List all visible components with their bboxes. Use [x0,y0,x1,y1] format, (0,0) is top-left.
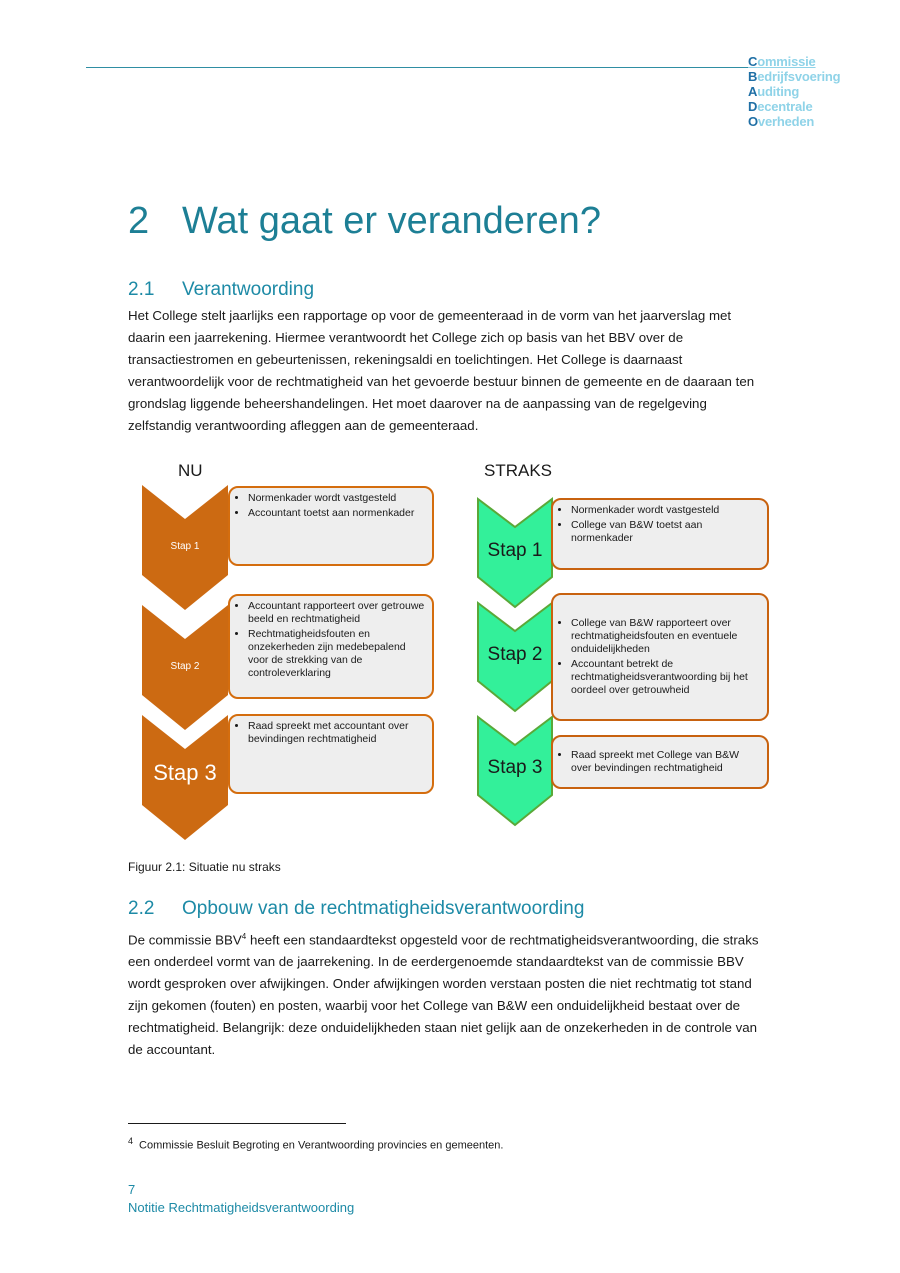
chapter-number: 2 [128,200,150,242]
list-item: • Accountant toetst aan normenkader [248,507,426,520]
nu-step-2-box [228,594,434,699]
cbado-logo [748,54,840,129]
nu-step-1-box [228,486,434,566]
section-2-1-paragraph: Het College stelt jaarlijks een rapportage op voor de gemeenteraad in de vorm van het jaarverslag met daarin een jaarrekening. Hiermee verantwoordt het College zich op basis van het BBV over de transactiestromen en gebeurtenissen, rekeningsaldi en toelichtingen. Het College is daarnaast verantwoordelijk voor de rechtmatigheid van het gevoerde bestuur binnen de gemeente en de daaraan ten grondslag liggende beheershandelingen. Het moet daarover na de aanpassing van de regelgeving zelfstandig verantwoording afleggen aan de gemeenteraad. [128,308,755,433]
straks-column-title: STRAKS [484,461,553,480]
list-item: • Raad spreekt met College van B&W over bevindingen rechtmatigheid [571,749,761,775]
nu-column-title: NU [178,461,203,480]
straks-step-3-label: Stap 3 [487,757,543,778]
section-heading-2-2 [128,898,584,920]
straks-step-3-box [551,735,769,789]
logo-line: Auditing [748,84,800,99]
footnote-separator [128,1123,346,1124]
chapter-title: Wat gaat er veranderen? [182,200,601,242]
section-heading-2-1 [128,279,314,301]
logo-line: Decentrale [748,99,813,114]
nu-step-3-label: Stap 3 [153,760,217,785]
list-item: • Accountant rapporteert over getrouwe beeld en rechtmatigheid [248,600,426,626]
nu-step-2-label: Stap 2 [170,661,200,672]
list-item: • Normenkader wordt vastgesteld [571,504,761,517]
straks-step-1-label: Stap 1 [487,540,543,561]
list-item: • Normenkader wordt vastgesteld [248,492,426,505]
page-number: 7 [128,1182,136,1197]
straks-step-2-box [551,593,769,721]
straks-step-1-box [551,498,769,570]
section-number: 2.2 [128,898,155,919]
section-title: Verantwoording [182,279,315,300]
list-item: • Raad spreekt met accountant over bevindingen rechtmatigheid [248,720,426,746]
figure-caption: Figuur 2.1: Situatie nu straks [128,860,281,874]
logo-line: Bedrijfsvoering [748,69,841,84]
chapter-heading [128,200,601,243]
list-item: • College van B&W rapporteert over rechtmatigheidsfouten en eventuele onduidelijkheden [571,617,761,656]
section-number: 2.1 [128,279,155,300]
list-item: • Accountant betrekt de rechtmatigheidsverantwoording bij het oordeel over getrouwheid [571,658,761,697]
logo-line: Commissie [748,54,816,69]
figure-nu-straks [128,455,778,855]
section-2-2-paragraph: De commissie BBV$^4$ heeft een standaardtekst opgesteld voor de rechtmatigheidsverantwoording, die straks een onderdeel vormt van de jaarrekening. In de eerdergenoemde standaardtekst van de commissie BBV wordt gesproken over afwijkingen. Onder afwijkingen worden verstaan posten die niet rechtmatig tot stand zijn gekomen (fouten) en posten, waarbij voor het College van B&W een onduidelijkheid bestaat over de rechtmatigheid. Belangrijk: deze onduidelijkheden staan niet gelijk aan de onzekerheden in de controle van de accountant. [128,932,759,1058]
nu-step-1-label: Stap 1 [170,541,200,552]
straks-step-2-label: Stap 2 [487,644,543,665]
footnote-reference: 4 [241,932,247,941]
footnote-number: 4 [128,1136,134,1146]
logo-line: Overheden [748,114,815,129]
list-item: • College van B&W toetst aan normenkader [571,519,761,545]
header-rule [86,67,754,68]
page-footer [128,1181,354,1217]
document-title: Notitie Rechtmatigheidsverantwoording [128,1200,355,1215]
list-item: • Rechtmatigheidsfouten en onzekerheden zijn medebepalend voor de strekking van de controleverklaring [248,628,426,680]
nu-step-3-box [228,714,434,794]
footnote [128,1136,503,1152]
section-title: Opbouw van de rechtmatigheidsverantwoording [182,898,585,919]
footnote-text: Commissie Besluit Begroting en Verantwoording provincies en gemeenten. [139,1139,504,1152]
